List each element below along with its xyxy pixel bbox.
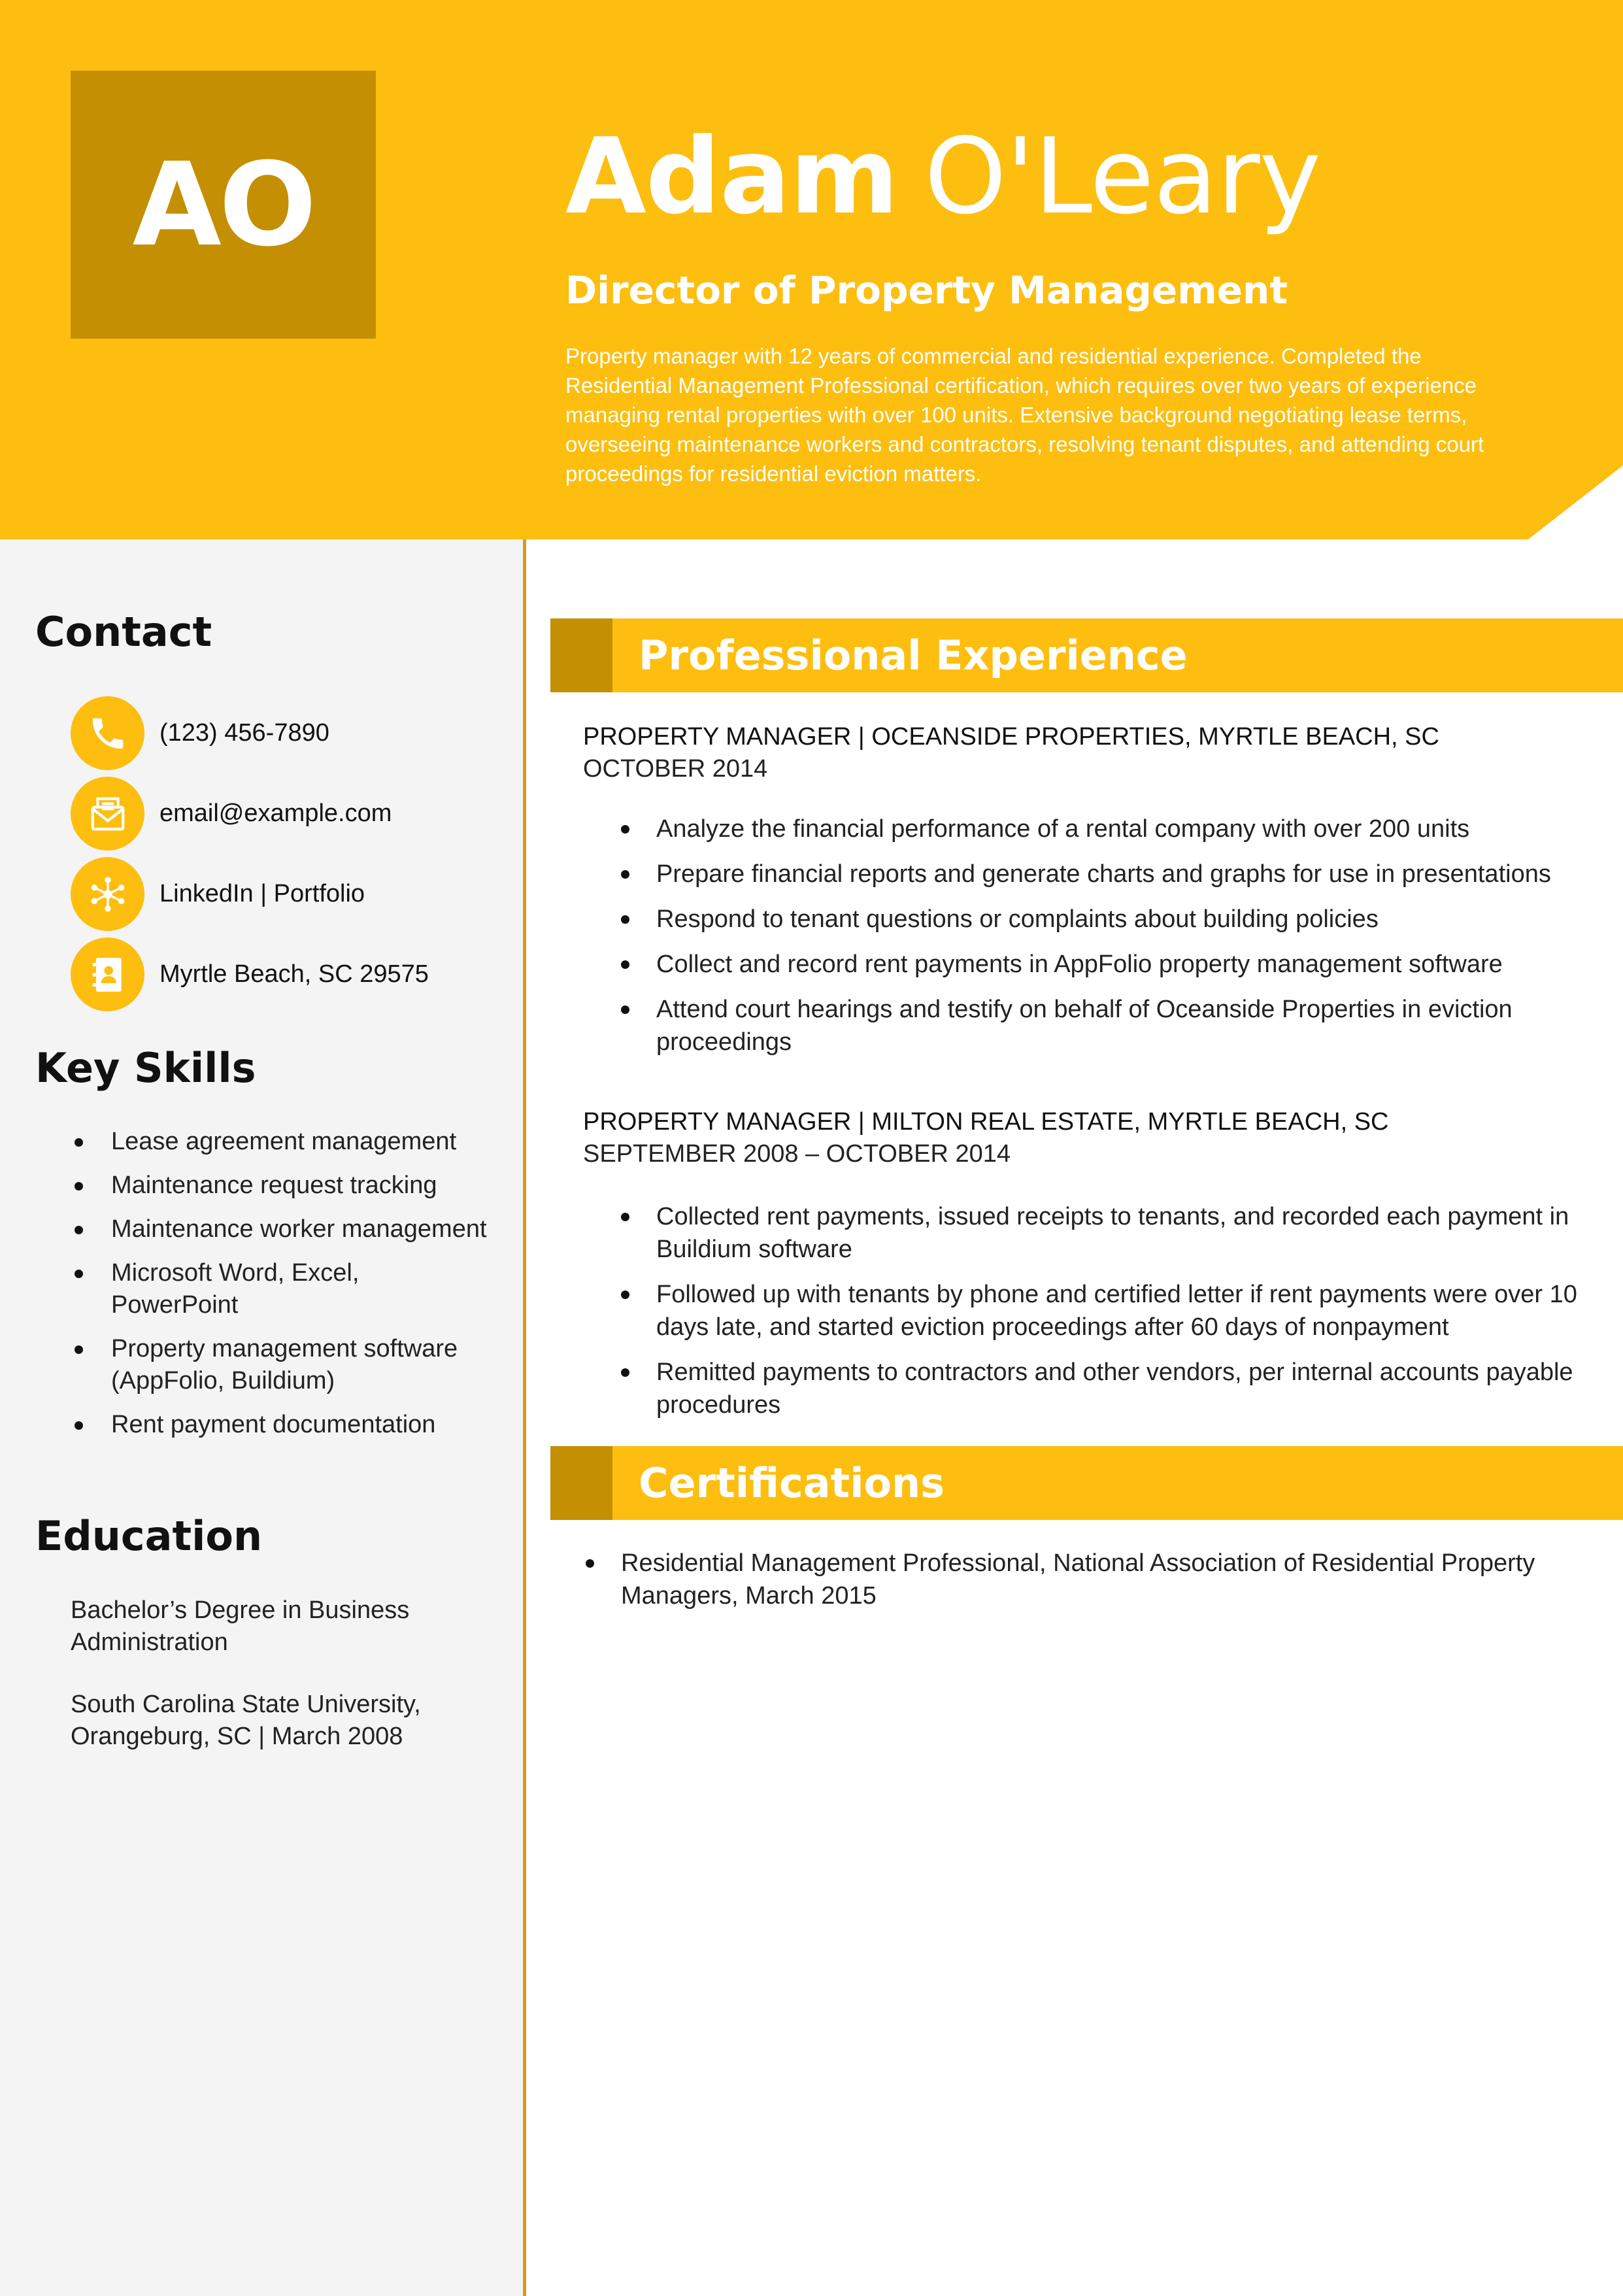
skill-item: Microsoft Word, Excel, PowerPoint bbox=[72, 1257, 490, 1321]
phone-icon bbox=[71, 696, 144, 770]
network-icon bbox=[71, 857, 144, 931]
email-address[interactable]: email@example.com bbox=[159, 800, 392, 827]
job-bullet: Remitted payments to contractors and other vendors, per internal accounts payable procedures bbox=[621, 1356, 1588, 1421]
job-title-company: PROPERTY MANAGER | MILTON REAL ESTATE, MYRTLE BEACH, SC bbox=[583, 1108, 1389, 1136]
job-bullet: Analyze the financial performance of a rental company with over 200 units bbox=[621, 813, 1588, 845]
job-bullets bbox=[621, 1200, 1588, 1434]
monogram-initials: AO bbox=[132, 137, 314, 272]
experience-section-bar bbox=[550, 618, 1623, 692]
education-school: South Carolina State University, Orangeburg, SC | March 2008 bbox=[71, 1691, 421, 1750]
envelope-icon bbox=[71, 777, 144, 851]
header-corner-cut bbox=[1528, 465, 1623, 539]
contact-email bbox=[71, 777, 392, 851]
skill-item: Maintenance request tracking bbox=[72, 1170, 490, 1202]
skill-item: Lease agreement management bbox=[72, 1126, 490, 1158]
skill-item: Property management software (AppFolio, Buildium) bbox=[72, 1333, 490, 1397]
skill-item: Rent payment documentation bbox=[72, 1409, 490, 1441]
skill-item: Maintenance worker management bbox=[72, 1213, 490, 1245]
job-title: Director of Property Management bbox=[565, 268, 1288, 312]
contact-phone bbox=[71, 696, 329, 770]
contact-links bbox=[71, 857, 365, 931]
job-bullet: Collected rent payments, issued receipts to tenants, and recorded each payment in Buildium software bbox=[621, 1200, 1588, 1266]
job-title-company: PROPERTY MANAGER | OCEANSIDE PROPERTIES, MYRTLE BEACH, SC bbox=[583, 723, 1439, 751]
skills-list bbox=[72, 1126, 490, 1453]
first-name: Adam bbox=[565, 115, 899, 237]
job-dates: OCTOBER 2014 bbox=[583, 755, 768, 783]
monogram-box bbox=[71, 71, 376, 339]
education-degree: Bachelor’s Degree in Business Administration bbox=[71, 1596, 410, 1656]
column-divider bbox=[523, 539, 526, 2296]
skills-heading: Key Skills bbox=[35, 1044, 256, 1092]
linkedin-portfolio-links[interactable]: LinkedIn | Portfolio bbox=[159, 880, 365, 907]
job-bullets bbox=[621, 813, 1588, 1071]
section-accent-block bbox=[550, 618, 612, 692]
education-heading: Education bbox=[35, 1512, 263, 1560]
phone-number[interactable]: (123) 456-7890 bbox=[159, 719, 329, 747]
job-bullet: Attend court hearings and testify on behalf of Oceanside Properties in eviction proceedings bbox=[621, 993, 1588, 1058]
job-bullet: Collect and record rent payments in AppFolio property management software bbox=[621, 948, 1588, 981]
job-bullet: Respond to tenant questions or complaints about building policies bbox=[621, 903, 1588, 936]
certifications-list bbox=[586, 1547, 1592, 1625]
job-dates: SEPTEMBER 2008 – OCTOBER 2014 bbox=[583, 1140, 1011, 1168]
experience-heading: Professional Experience bbox=[639, 632, 1188, 679]
contact-location bbox=[71, 937, 429, 1011]
header-banner bbox=[0, 0, 1623, 539]
contact-heading: Contact bbox=[35, 608, 212, 656]
profile-summary: Property manager with 12 years of commercial and residential experience. Completed the Residential Management Professional certification, which requires over two years of experience managing rental properties with over 100 units. Extensive background negotiating lease terms, overseeing maintenance workers and contractors, resolving tenant disputes, and attending court proceedings for residential eviction matters. bbox=[565, 344, 1484, 486]
candidate-name bbox=[565, 115, 1321, 237]
last-name: O'Leary bbox=[924, 115, 1321, 237]
certifications-heading: Certifications bbox=[639, 1459, 945, 1507]
location: Myrtle Beach, SC 29575 bbox=[159, 960, 429, 988]
job-bullet: Prepare financial reports and generate charts and graphs for use in presentations bbox=[621, 858, 1588, 890]
certifications-section-bar bbox=[550, 1446, 1623, 1520]
address-book-icon bbox=[71, 937, 144, 1011]
section-accent-block bbox=[550, 1446, 612, 1520]
certification-item: Residential Management Professional, National Association of Residential Property Managers, March 2015 bbox=[586, 1547, 1592, 1612]
job-bullet: Followed up with tenants by phone and certified letter if rent payments were over 10 days late, and started eviction proceedings after 60 days of nonpayment bbox=[621, 1278, 1588, 1343]
